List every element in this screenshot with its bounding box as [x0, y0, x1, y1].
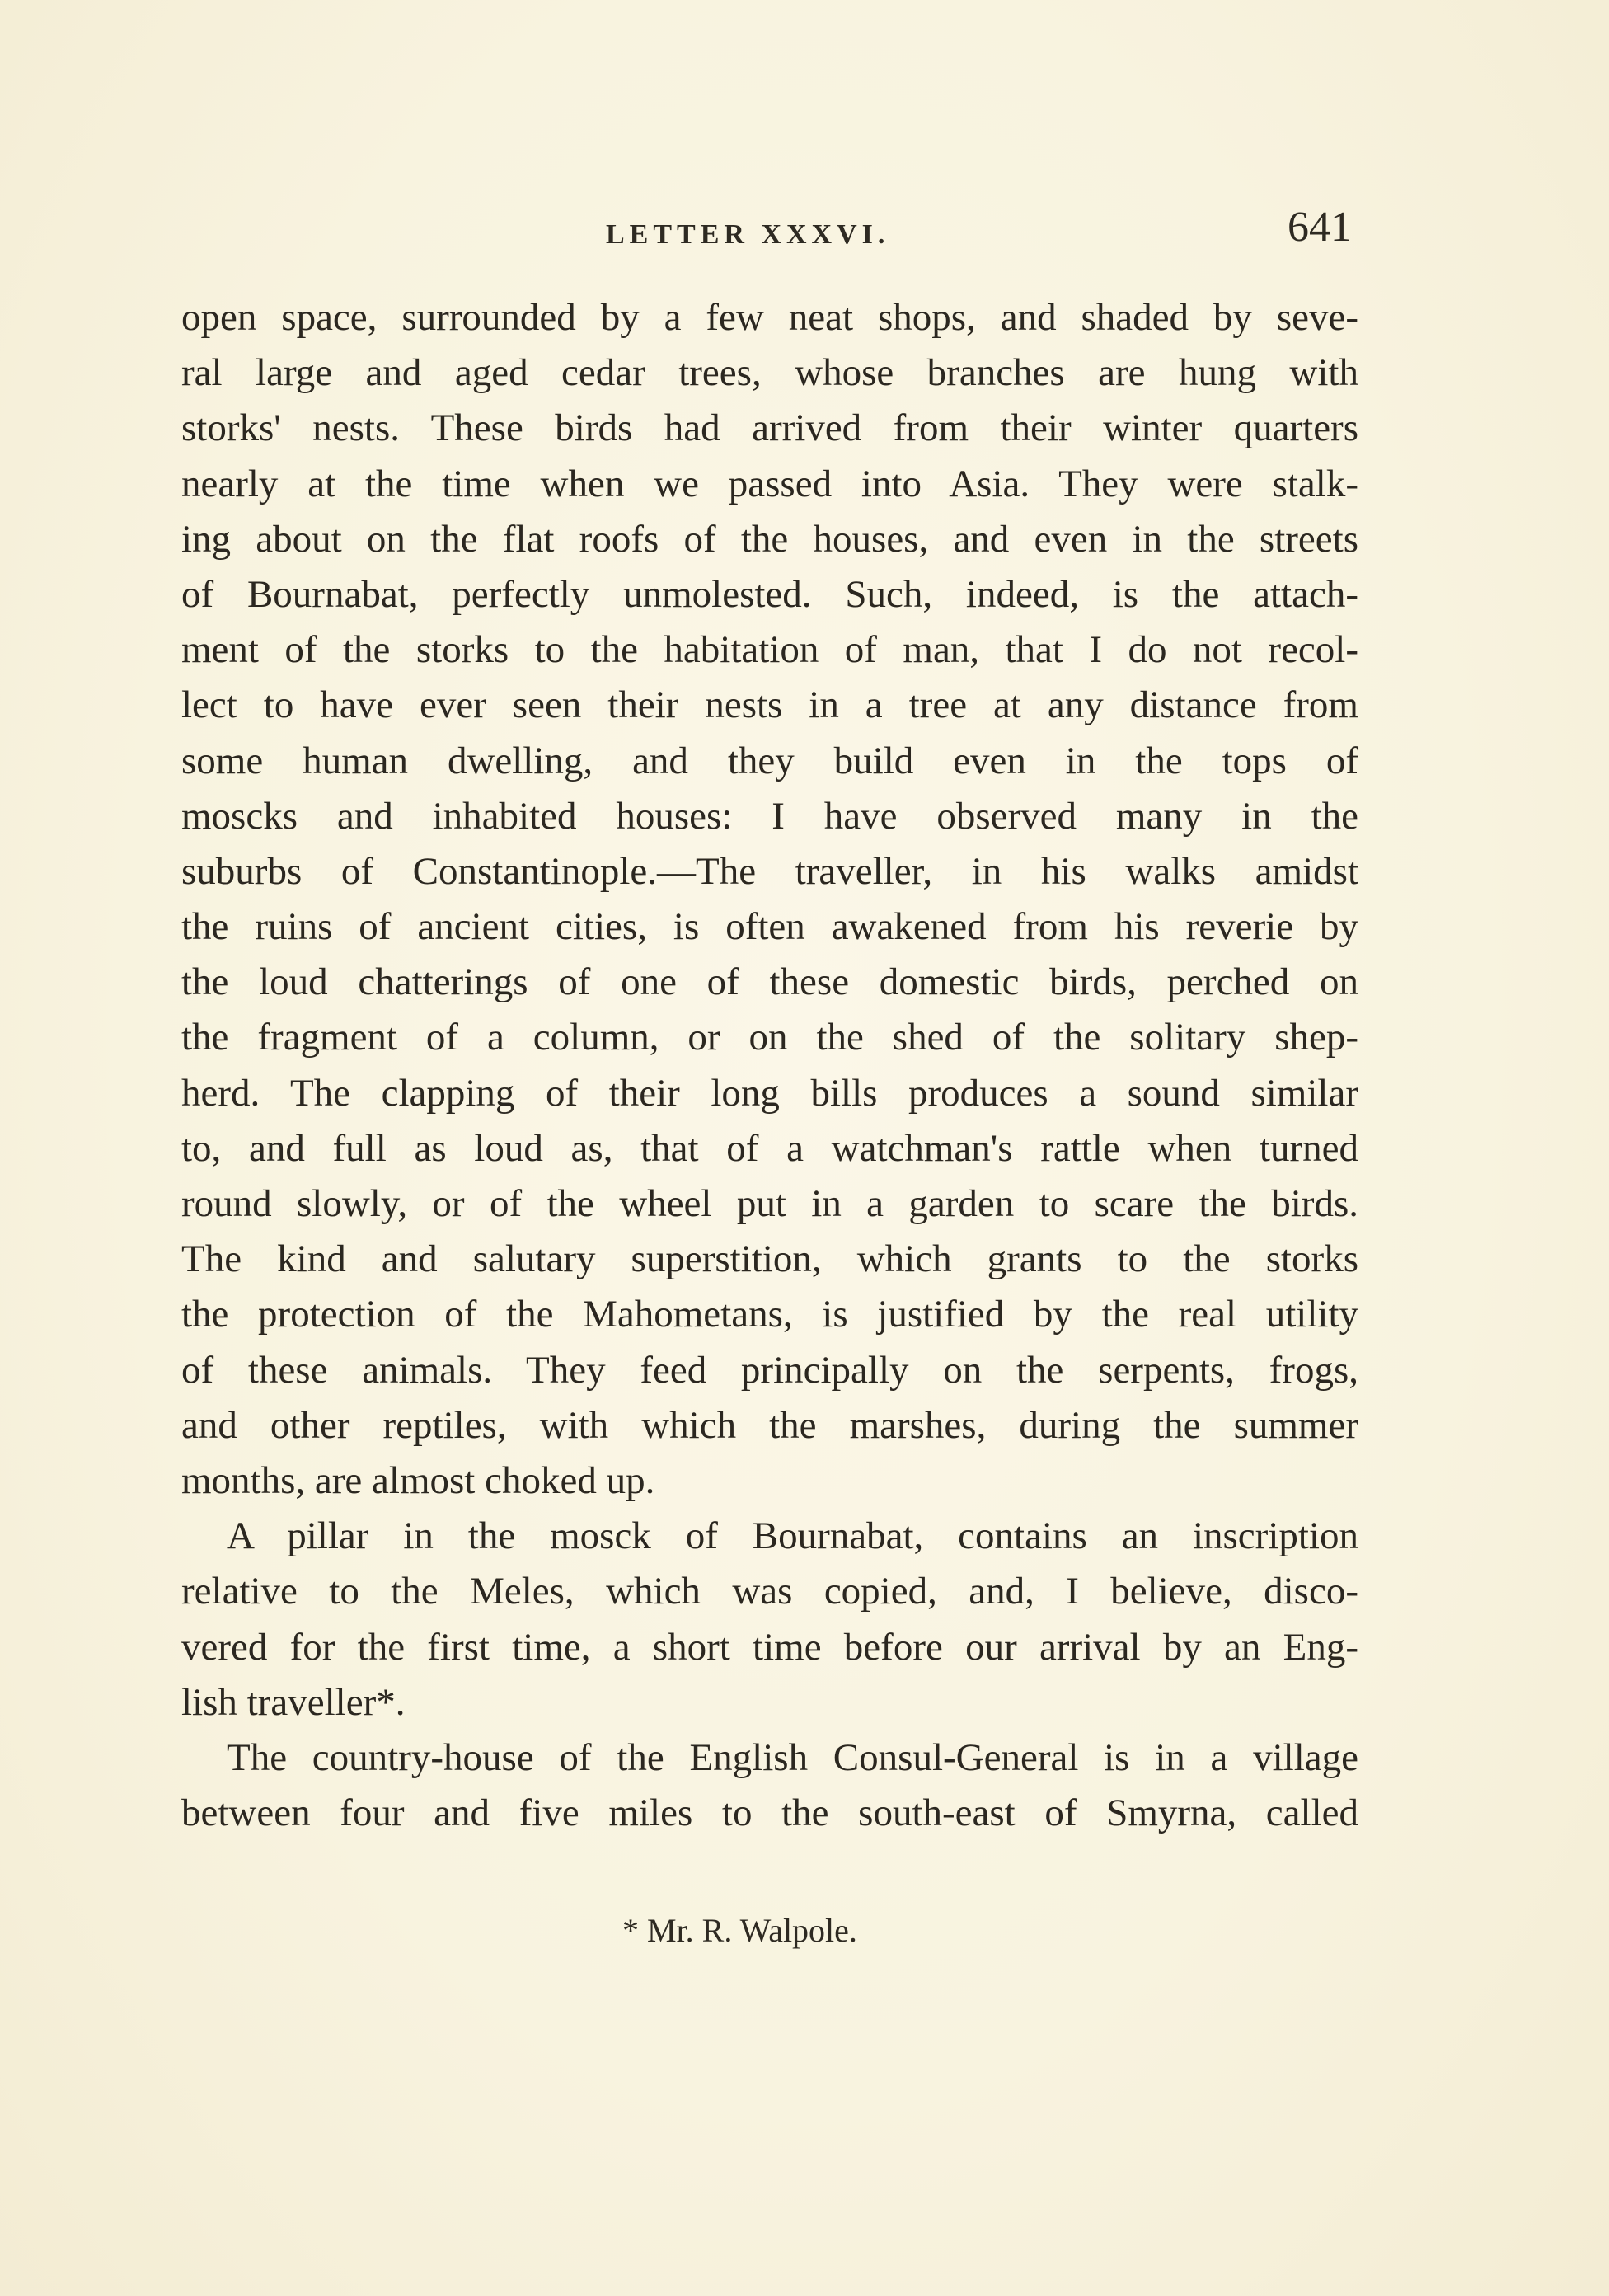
text-line: the protection of the Mahometans, is justified by the real utility [181, 1293, 1358, 1336]
text-line: the ruins of ancient cities, is often awakened from his reverie by [181, 905, 1358, 949]
text-line: herd. The clapping of their long bills produces a sound similar [181, 1071, 1358, 1115]
text-line: nearly at the time when we passed into Asia. They were stalk- [181, 462, 1358, 505]
text-line: ing about on the flat roofs of the houses, and even in the streets [181, 517, 1358, 561]
text-line: round slowly, or of the wheel put in a garden to scare the birds. [181, 1182, 1358, 1225]
text-line: storks' nests. These birds had arrived from their winter quarters [181, 406, 1358, 450]
paragraph [181, 290, 1358, 1509]
paragraph [181, 1730, 1358, 1841]
text-line: some human dwelling, and they build even in the tops of [181, 739, 1358, 782]
text-line: suburbs of Constantinople.—The traveller, in his walks amidst [181, 849, 1358, 893]
text-line: lish traveller*. [181, 1680, 406, 1724]
text-line: of Bournabat, perfectly unmolested. Such, indeed, is the attach- [181, 572, 1358, 616]
page-number: 641 [1288, 204, 1352, 251]
text-line: The country-house of the English Consul-General is in a village [227, 1735, 1358, 1779]
text-line: and other reptiles, with which the marshes, during the summer [181, 1403, 1358, 1447]
text-line: relative to the Meles, which was copied, and, I believe, disco- [181, 1570, 1358, 1613]
text-line: open space, surrounded by a few neat shops, and shaded by seve- [181, 296, 1358, 339]
text-line: lect to have ever seen their nests in a tree at any distance from [181, 683, 1358, 727]
text-line: A pillar in the mosck of Bournabat, contains an inscription [227, 1514, 1358, 1558]
text-line: the fragment of a column, or on the shed of the solitary shep- [181, 1016, 1358, 1059]
footnote: * Mr. R. Walpole. [622, 1912, 857, 1949]
text-line: the loud chatterings of one of these domestic birds, perched on [181, 960, 1358, 1004]
text-line: ral large and aged cedar trees, whose branches are hung with [181, 351, 1358, 395]
text-line: vered for the first time, a short time before our arrival by an Eng- [181, 1625, 1358, 1669]
text-line: months, are almost choked up. [181, 1458, 655, 1502]
text-line: ment of the storks to the habitation of man, that I do not recol- [181, 628, 1358, 672]
text-line: of these animals. They feed principally on the serpents, frogs, [181, 1348, 1358, 1392]
body-text [181, 290, 1358, 1841]
running-head: LETTER XXXVI. [606, 219, 890, 250]
paragraph [181, 1509, 1358, 1730]
text-line: to, and full as loud as, that of a watchman's rattle when turned [181, 1126, 1358, 1170]
text-line: moscks and inhabited houses: I have observed many in the [181, 794, 1358, 838]
text-line: between four and five miles to the south-east of Smyrna, called [181, 1791, 1358, 1835]
text-line: The kind and salutary superstition, which grants to the storks [181, 1237, 1358, 1281]
